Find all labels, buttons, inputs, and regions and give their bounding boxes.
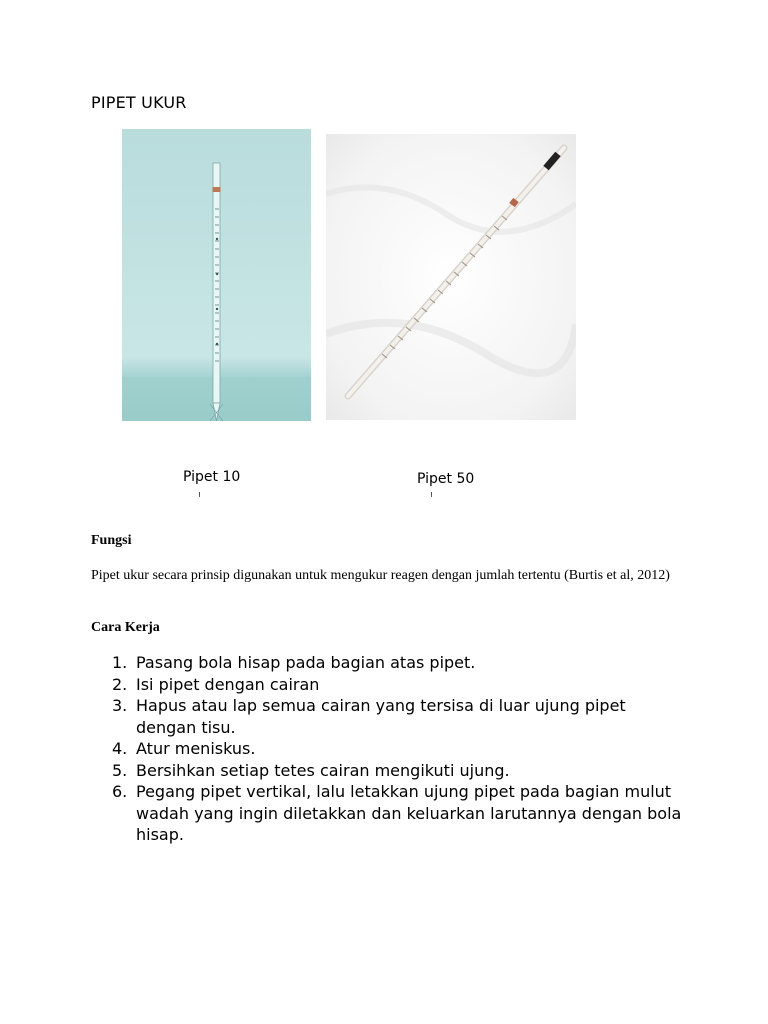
pipette-10-illustration — [122, 129, 311, 421]
step-number: 2. — [112, 674, 128, 694]
figure-caption-2: Pipet 50 — [417, 471, 475, 487]
caption-marker-2 — [431, 492, 432, 497]
step-text: Hapus atau lap semua cairan yang tersisa di luar ujung pipet dengan tisu. — [136, 696, 626, 737]
step-text: Bersihkan setiap tetes cairan mengikuti ujung. — [136, 760, 510, 780]
step-text: Atur meniskus. — [136, 739, 256, 758]
pipette-50-illustration — [326, 134, 576, 420]
pipette-10-image — [122, 129, 311, 421]
step-text: Pasang bola hisap pada bagian atas pipet. — [136, 653, 476, 672]
step-number: 1. — [112, 653, 128, 672]
caption-marker-1 — [199, 492, 200, 497]
step-number: 4. — [112, 739, 128, 758]
page-title: PIPET UKUR — [91, 93, 187, 112]
step-number: 5. — [112, 760, 128, 780]
section-heading-fungsi: Fungsi — [91, 533, 132, 548]
list-item — [112, 738, 682, 760]
step-number: 3. — [112, 696, 128, 715]
fungsi-paragraph: Pipet ukur secara prinsip digunakan untuk mengukur reagen dengan jumlah tertentu (Burtis et al, 2012) — [91, 568, 670, 583]
list-item — [112, 674, 682, 696]
steps-list — [112, 652, 682, 846]
list-item — [112, 652, 682, 674]
section-heading-cara-kerja: Cara Kerja — [91, 620, 160, 635]
step-text: Isi pipet dengan cairan — [136, 674, 320, 694]
list-item — [112, 760, 682, 782]
list-item — [112, 781, 682, 846]
pipette-50-image — [326, 134, 576, 420]
step-number: 6. — [112, 782, 128, 801]
figure-caption-1: Pipet 10 — [183, 469, 241, 485]
list-item — [112, 695, 682, 738]
step-text: Pegang pipet vertikal, lalu letakkan ujung pipet pada bagian mulut wadah yang ingin diletakkan dan keluarkan larutannya dengan bola hisap. — [136, 782, 682, 844]
